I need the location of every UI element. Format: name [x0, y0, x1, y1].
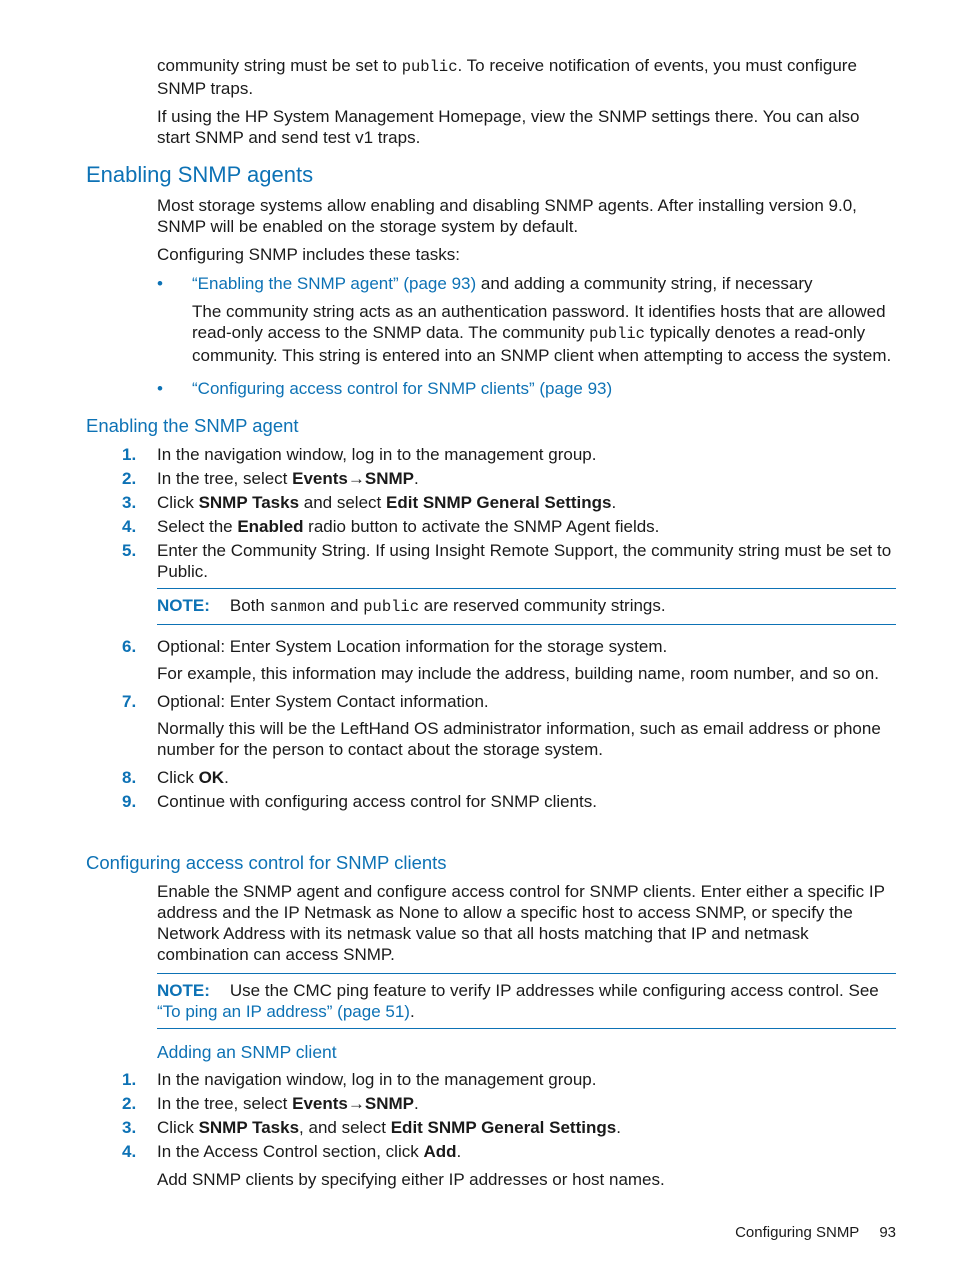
step-number: 1. — [122, 445, 137, 464]
link-configuring-access-control[interactable]: “Configuring access control for SNMP clients” (page 93) — [192, 379, 613, 398]
bullet-icon: • — [157, 274, 163, 293]
section3-paragraph: Enable the SNMP agent and configure access control for SNMP clients. Enter either a specific IP address and the IP Netmask as None to allow a specific host to access SNMP, or specify the Network Address with its netmask value so that all hosts matching that IP and netmask combination can access SNMP. — [157, 882, 885, 964]
step-text: Continue with configuring access control for SNMP clients. — [157, 792, 597, 811]
step-number: 5. — [122, 541, 137, 560]
step-item — [122, 791, 896, 812]
link-enabling-snmp-agent[interactable]: “Enabling the SNMP agent” (page 93) — [192, 274, 477, 293]
footer-section-name: Configuring SNMP — [735, 1224, 860, 1241]
step-number: 3. — [122, 1118, 137, 1137]
step-text: . — [456, 1142, 462, 1161]
bullet-item — [157, 378, 896, 399]
note-text: Use the CMC ping feature to verify IP addresses while configuring access control. See — [229, 981, 879, 1000]
section-title-enabling-snmp-agents: Enabling SNMP agents — [86, 162, 314, 187]
arrow-icon: → — [347, 1094, 365, 1113]
step-text: Enter the Community String. If using Insight Remote Support, the community string must be set to Public. — [157, 541, 892, 581]
section2-heading — [86, 414, 299, 438]
step-item — [122, 636, 896, 684]
bullet-icon: • — [157, 379, 163, 398]
step-text: . — [616, 1118, 621, 1137]
code-public: public — [363, 598, 420, 616]
bullet-item — [157, 273, 896, 366]
step-item — [122, 1093, 896, 1114]
menu-path-events: Events — [292, 1094, 348, 1113]
step-text: . — [414, 1094, 419, 1113]
link-ping-ip-address[interactable]: “To ping an IP address” (page 51) — [157, 1002, 410, 1021]
step-detail: Normally this will be the LeftHand OS administrator information, such as email address or phone number for the person to contact about the storage system. — [157, 719, 881, 759]
step-number: 2. — [122, 469, 137, 488]
section1-paragraph-1: Most storage systems allow enabling and disabling SNMP agents. After installing version 9.0, SNMP will be enabled on the storage system by default. — [157, 196, 857, 236]
step-detail: Add SNMP clients by specifying either IP addresses or host names. — [157, 1170, 665, 1189]
step-text: Optional: Enter System Location information for the storage system. — [157, 637, 668, 656]
bullet-1-detail — [192, 301, 896, 366]
bullet-1-detail-text: typically denotes a read-only community. This string is entered into an SNMP client when attempting to access the system. — [192, 323, 892, 365]
code-public: public — [401, 58, 458, 76]
step-number: 3. — [122, 493, 137, 512]
step-text: and select — [299, 493, 386, 512]
section1-body — [157, 195, 896, 399]
section3-body — [122, 881, 896, 1190]
step-number: 1. — [122, 1070, 137, 1089]
code-public: public — [589, 325, 645, 343]
step-item — [122, 516, 896, 537]
step-number: 7. — [122, 692, 137, 711]
step-item — [122, 691, 896, 760]
step-item — [122, 1069, 896, 1090]
menu-path-events: Events — [292, 469, 348, 488]
step-number: 9. — [122, 792, 137, 811]
bullet-2-text — [192, 378, 896, 399]
code-sanmon: sanmon — [269, 598, 326, 616]
step-item — [122, 444, 896, 465]
step-text: . — [611, 493, 617, 512]
step-item — [122, 468, 896, 489]
step-item — [122, 767, 896, 788]
section1-paragraph-2: Configuring SNMP includes these tasks: — [157, 245, 461, 264]
ui-label-add: Add — [423, 1142, 457, 1161]
note-text: . — [409, 1002, 415, 1021]
note-text: are reserved community strings. — [419, 596, 666, 615]
page-number: 93 — [879, 1224, 896, 1241]
intro-block — [157, 55, 896, 148]
step-item — [122, 1141, 896, 1190]
note-text: and — [325, 596, 364, 615]
steps-list — [122, 1069, 896, 1190]
step-text: Click — [157, 768, 199, 787]
step-text: . — [224, 768, 229, 787]
ui-label-edit-snmp-general-settings: Edit SNMP General Settings — [390, 1118, 617, 1137]
steps-list — [122, 444, 896, 812]
step-text: Click — [157, 493, 199, 512]
section2-body — [122, 444, 896, 812]
step-number: 6. — [122, 637, 137, 656]
step-item — [122, 1117, 896, 1138]
menu-path-snmp: SNMP — [364, 469, 415, 488]
intro-paragraph-1 — [157, 55, 896, 99]
step-item — [122, 492, 896, 513]
ui-label-edit-snmp-general-settings: Edit SNMP General Settings — [386, 493, 612, 512]
bullet-1-text — [192, 273, 896, 294]
step-text: In the navigation window, log in to the management group. — [157, 445, 597, 464]
step-text: Optional: Enter System Contact information. — [157, 692, 489, 711]
step-number: 4. — [122, 517, 137, 536]
section-title-enabling-the-snmp-agent: Enabling the SNMP agent — [86, 415, 299, 436]
step-text: Click — [157, 1118, 199, 1137]
step-detail: For example, this information may include the address, building name, room number, and so on. — [157, 664, 879, 683]
intro-text: community string must be set to — [157, 56, 402, 75]
bullet-1-detail-text: The community string acts as an authentication password. It identifies hosts that are allowed read-only access to the SNMP data. The community — [192, 302, 886, 342]
step-number: 2. — [122, 1094, 137, 1113]
ui-label-snmp-tasks: SNMP Tasks — [198, 493, 300, 512]
note-box — [157, 588, 896, 625]
step-text: , and select — [299, 1118, 391, 1137]
step-number: 8. — [122, 768, 137, 787]
bullet-1-rest: and adding a community string, if necessary — [476, 274, 813, 293]
step-number: 4. — [122, 1142, 137, 1161]
page-footer — [735, 1222, 896, 1243]
note-text: Both — [229, 596, 270, 615]
note-label: NOTE: — [157, 981, 210, 1000]
intro-paragraph-2: If using the HP System Management Homepage, view the SNMP settings there. You can also start SNMP and send test v1 traps. — [157, 107, 860, 147]
step-text: . — [414, 469, 419, 488]
step-text: In the navigation window, log in to the management group. — [157, 1070, 597, 1089]
section-title-adding-snmp-client: Adding an SNMP client — [157, 1042, 337, 1062]
menu-path-snmp: SNMP — [364, 1094, 415, 1113]
step-text: Select the — [157, 517, 238, 536]
ui-label-snmp-tasks: SNMP Tasks — [198, 1118, 300, 1137]
note-label: NOTE: — [157, 596, 210, 615]
section-title-configuring-access-control: Configuring access control for SNMP clients — [86, 852, 447, 873]
intro-text: . To receive notification of events, you must configure SNMP traps. — [157, 56, 857, 98]
step-item — [122, 540, 896, 625]
step-text: radio button to activate the SNMP Agent fields. — [303, 517, 660, 536]
step-text: In the tree, select — [157, 1094, 293, 1113]
section3-heading — [86, 851, 447, 875]
step-text: In the Access Control section, click — [157, 1142, 424, 1161]
ui-label-enabled: Enabled — [237, 517, 304, 536]
note-box — [157, 973, 896, 1029]
ui-label-ok: OK — [198, 768, 225, 787]
step-text: In the tree, select — [157, 469, 293, 488]
arrow-icon: → — [347, 469, 365, 488]
